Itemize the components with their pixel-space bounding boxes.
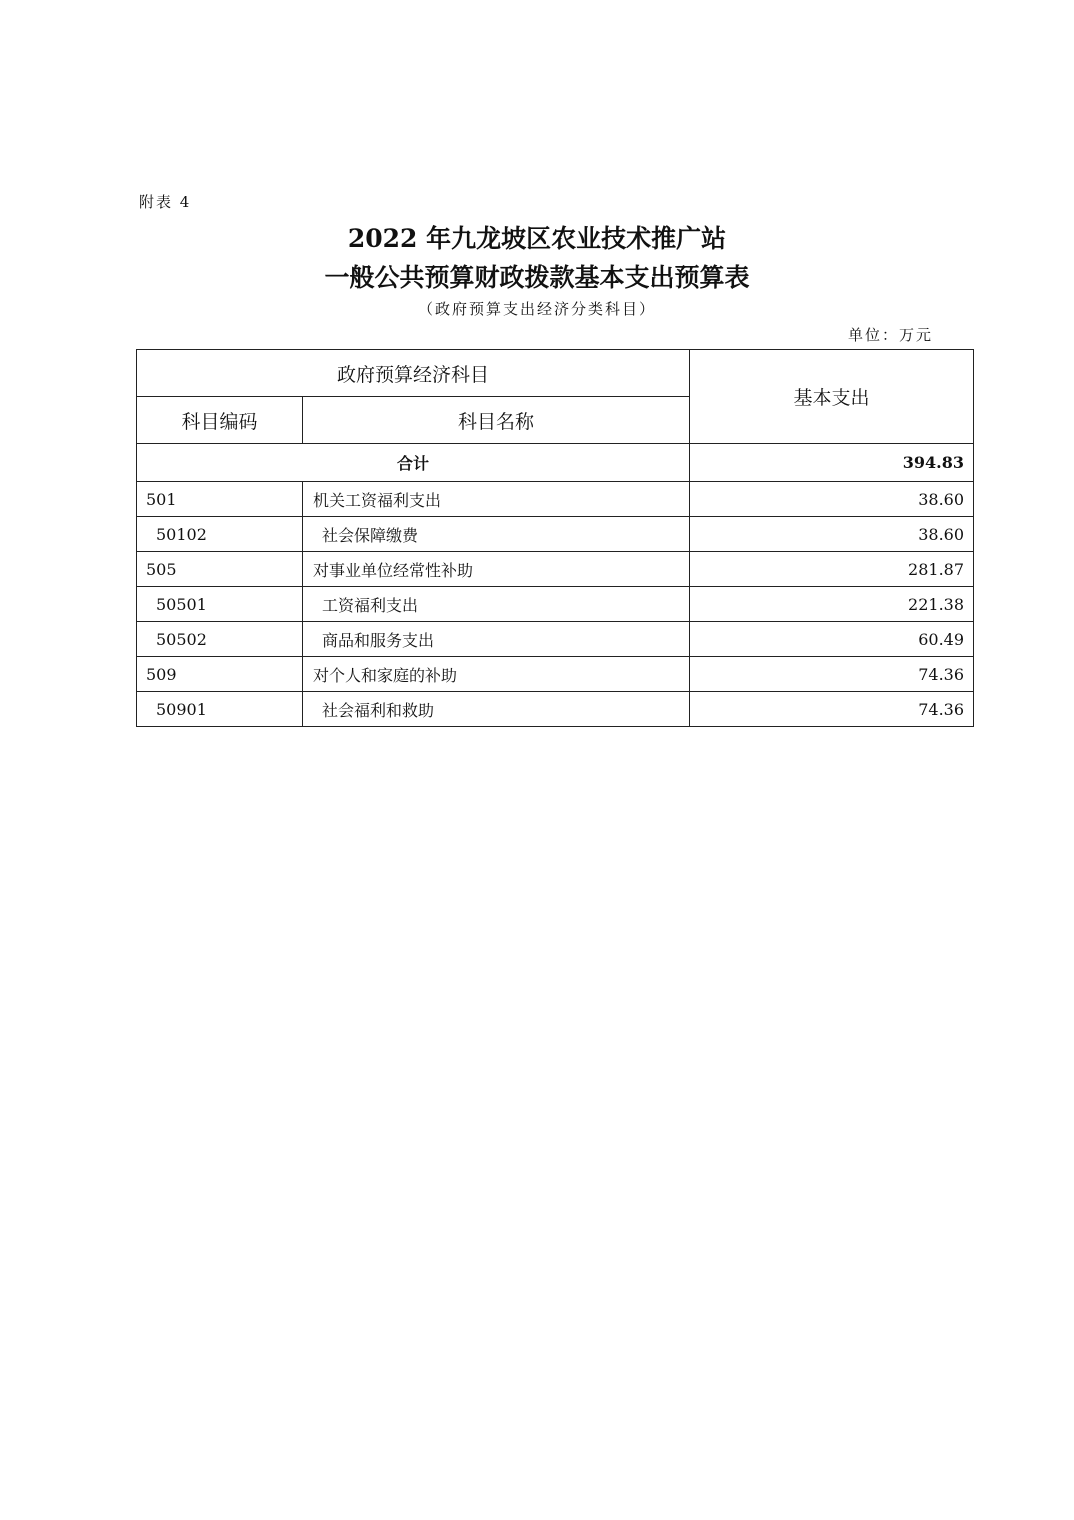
table-row <box>137 552 974 587</box>
row-amount: 281.87 <box>690 552 974 587</box>
header-group: 政府预算经济科目 <box>137 350 690 397</box>
row-code: 50102 <box>137 517 303 552</box>
budget-table <box>136 349 974 727</box>
row-code: 505 <box>137 552 303 587</box>
header-name: 科目名称 <box>303 397 690 444</box>
row-name: 工资福利支出 <box>303 587 690 622</box>
table-row <box>137 482 974 517</box>
row-name: 机关工资福利支出 <box>303 482 690 517</box>
table-row <box>137 622 974 657</box>
row-name: 社会福利和救助 <box>303 692 690 727</box>
row-amount: 60.49 <box>690 622 974 657</box>
header-code: 科目编码 <box>137 397 303 444</box>
row-code: 50502 <box>137 622 303 657</box>
page-title-line-1: 2022 年九龙坡区农业技术推广站 <box>347 224 727 253</box>
row-amount: 38.60 <box>690 517 974 552</box>
appendix-label: 附表 4 <box>139 193 192 211</box>
total-row <box>137 444 974 482</box>
table-row <box>137 587 974 622</box>
row-code: 501 <box>137 482 303 517</box>
total-label: 合计 <box>137 444 690 482</box>
row-amount: 38.60 <box>690 482 974 517</box>
row-amount: 221.38 <box>690 587 974 622</box>
page-title-line-2: 一般公共预算财政拨款基本支出预算表 <box>324 263 750 292</box>
row-amount: 74.36 <box>690 657 974 692</box>
row-code: 50901 <box>137 692 303 727</box>
row-name: 商品和服务支出 <box>303 622 690 657</box>
unit-label: 单位：万元 <box>848 326 934 344</box>
page-subtitle: （政府预算支出经济分类科目） <box>417 300 656 318</box>
row-code: 509 <box>137 657 303 692</box>
table-row <box>137 692 974 727</box>
header-amount: 基本支出 <box>690 350 974 444</box>
row-name: 对事业单位经常性补助 <box>303 552 690 587</box>
row-name: 对个人和家庭的补助 <box>303 657 690 692</box>
row-name: 社会保障缴费 <box>303 517 690 552</box>
table-row <box>137 517 974 552</box>
total-amount: 394.83 <box>690 444 974 482</box>
table-row <box>137 657 974 692</box>
row-amount: 74.36 <box>690 692 974 727</box>
row-code: 50501 <box>137 587 303 622</box>
